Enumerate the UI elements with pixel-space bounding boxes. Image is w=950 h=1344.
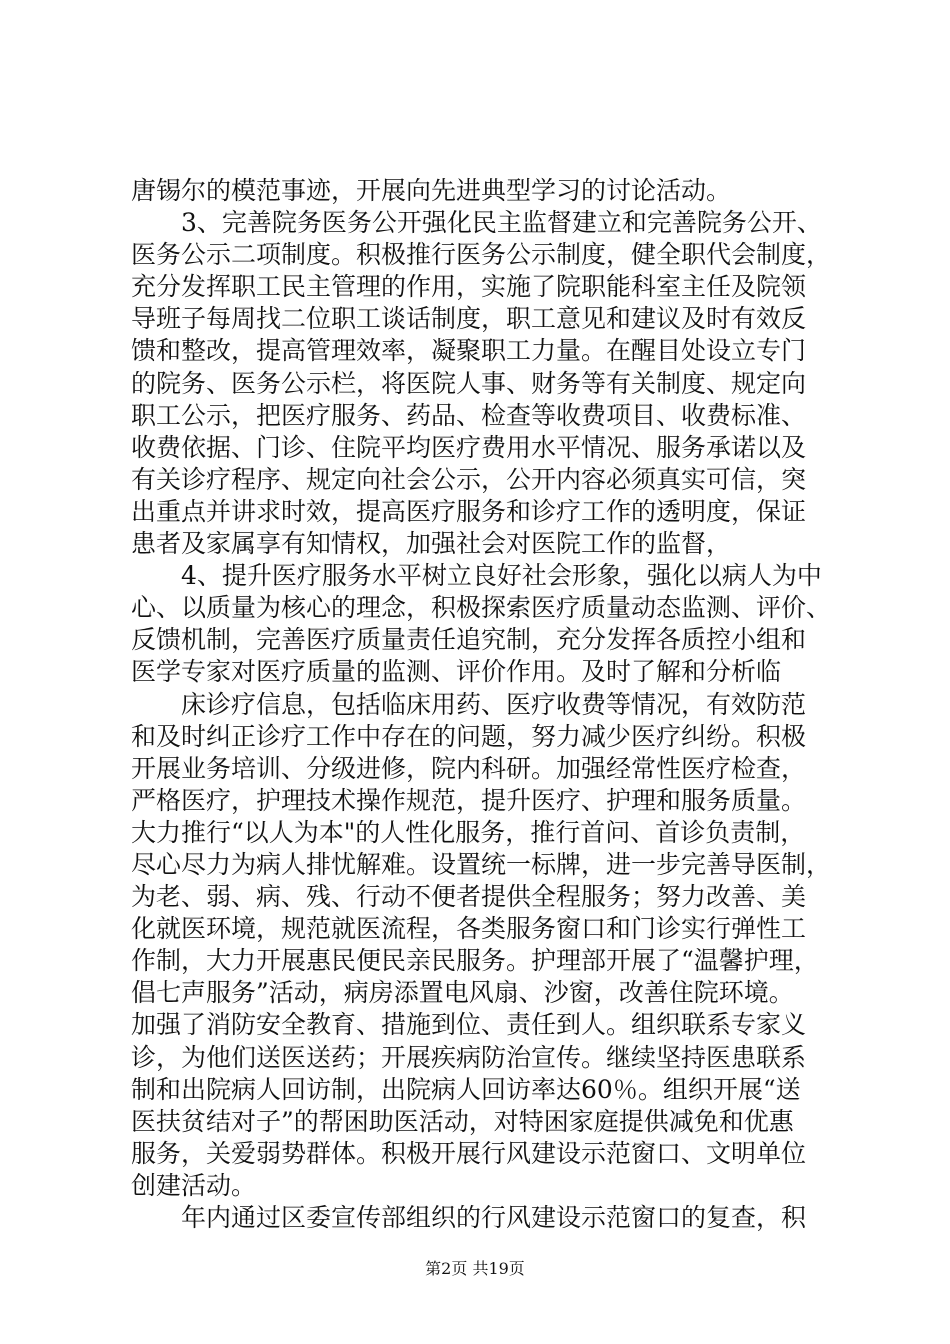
text-line: 3、完善院务医务公开强化民主监督建立和完善院务公开、 <box>181 208 822 238</box>
text-line: 为老、弱、病、残、行动不便者提供全程服务；努力改善、美 <box>131 882 807 912</box>
text-line: 和及时纠正诊疗工作中存在的问题，努力减少医疗纠纷。积极 <box>131 721 807 751</box>
text-line: 严格医疗，护理技术操作规范，提升医疗、护理和服务质量。 <box>131 785 807 815</box>
text-line: 4、提升医疗服务水平树立良好社会形象，强化以病人为中 <box>181 561 822 591</box>
text-line: 患者及家属享有知情权，加强社会对医院工作的监督， <box>131 529 732 559</box>
text-line: 医扶贫结对子”的帮困助医活动，对特困家庭提供减免和优惠 <box>131 1106 794 1136</box>
text-line: 加强了消防安全教育、措施到位、责任到人。组织联系专家义 <box>131 1010 807 1040</box>
text-line: 收费依据、门诊、住院平均医疗费用水平情况、服务承诺以及 <box>131 432 807 462</box>
text-line: 倡七声服务”活动，病房添置电风扇、沙窗，改善住院环境。 <box>131 978 794 1008</box>
body-text <box>131 175 831 1234</box>
text-line: 馈和整改，提高管理效率，凝聚职工力量。在醒目处设立专门 <box>131 336 807 366</box>
text-line: 创建活动。 <box>131 1170 257 1200</box>
text-line: 作制，大力开展惠民便民亲民服务。护理部开展了“温馨护理， <box>131 946 819 976</box>
text-line: 医学专家对医疗质量的监测、评价作用。及时了解和分析临 <box>131 657 782 687</box>
text-line: 医务公示二项制度。积极推行医务公示制度，健全职代会制度， <box>131 240 832 270</box>
text-line: 反馈机制，完善医疗质量责任追究制，充分发挥各质控小组和 <box>131 625 807 655</box>
text-line: 出重点并讲求时效，提高医疗服务和诊疗工作的透明度，保证 <box>131 496 807 526</box>
text-line: 制和出院病人回访制，出院病人回访率达60％。组织开展“送 <box>131 1074 801 1104</box>
text-line: 尽心尽力为病人排忧解难。设置统一标牌，进一步完善导医制， <box>131 849 832 879</box>
text-line: 年内通过区委宣传部组织的行风建设示范窗口的复查，积 <box>181 1203 807 1232</box>
text-line: 职工公示，把医疗服务、药品、检查等收费项目、收费标准、 <box>131 400 807 430</box>
text-line: 服务，关爱弱势群体。积极开展行风建设示范窗口、文明单位 <box>131 1138 807 1168</box>
text-line: 充分发挥职工民主管理的作用，实施了院职能科室主任及院领 <box>131 272 807 302</box>
text-line: 开展业务培训、分级进修，院内科研。加强经常性医疗检查， <box>131 753 807 783</box>
text-line: 唐锡尔的模范事迹，开展向先进典型学习的讨论活动。 <box>131 176 732 205</box>
text-line: 大力推行“以人为本"的人性化服务，推行首问、首诊负责制， <box>131 817 806 847</box>
text-line: 有关诊疗程序、规定向社会公示，公开内容必须真实可信，突 <box>131 464 807 494</box>
text-line: 导班子每周找二位职工谈话制度，职工意见和建议及时有效反 <box>131 304 807 334</box>
text-line: 的院务、医务公示栏，将医院人事、财务等有关制度、规定向 <box>131 368 807 398</box>
text-line: 心、以质量为核心的理念，积极探索医疗质量动态监测、评价、 <box>131 593 832 623</box>
text-line: 床诊疗信息，包括临床用药、医疗收费等情况，有效防范 <box>181 689 807 719</box>
text-line: 化就医环境，规范就医流程，各类服务窗口和门诊实行弹性工 <box>131 914 807 944</box>
text-line: 诊，为他们送医送药；开展疾病防治宣传。继续坚持医患联系 <box>131 1042 807 1072</box>
page-footer: 第2页 共19页 <box>425 1259 525 1278</box>
